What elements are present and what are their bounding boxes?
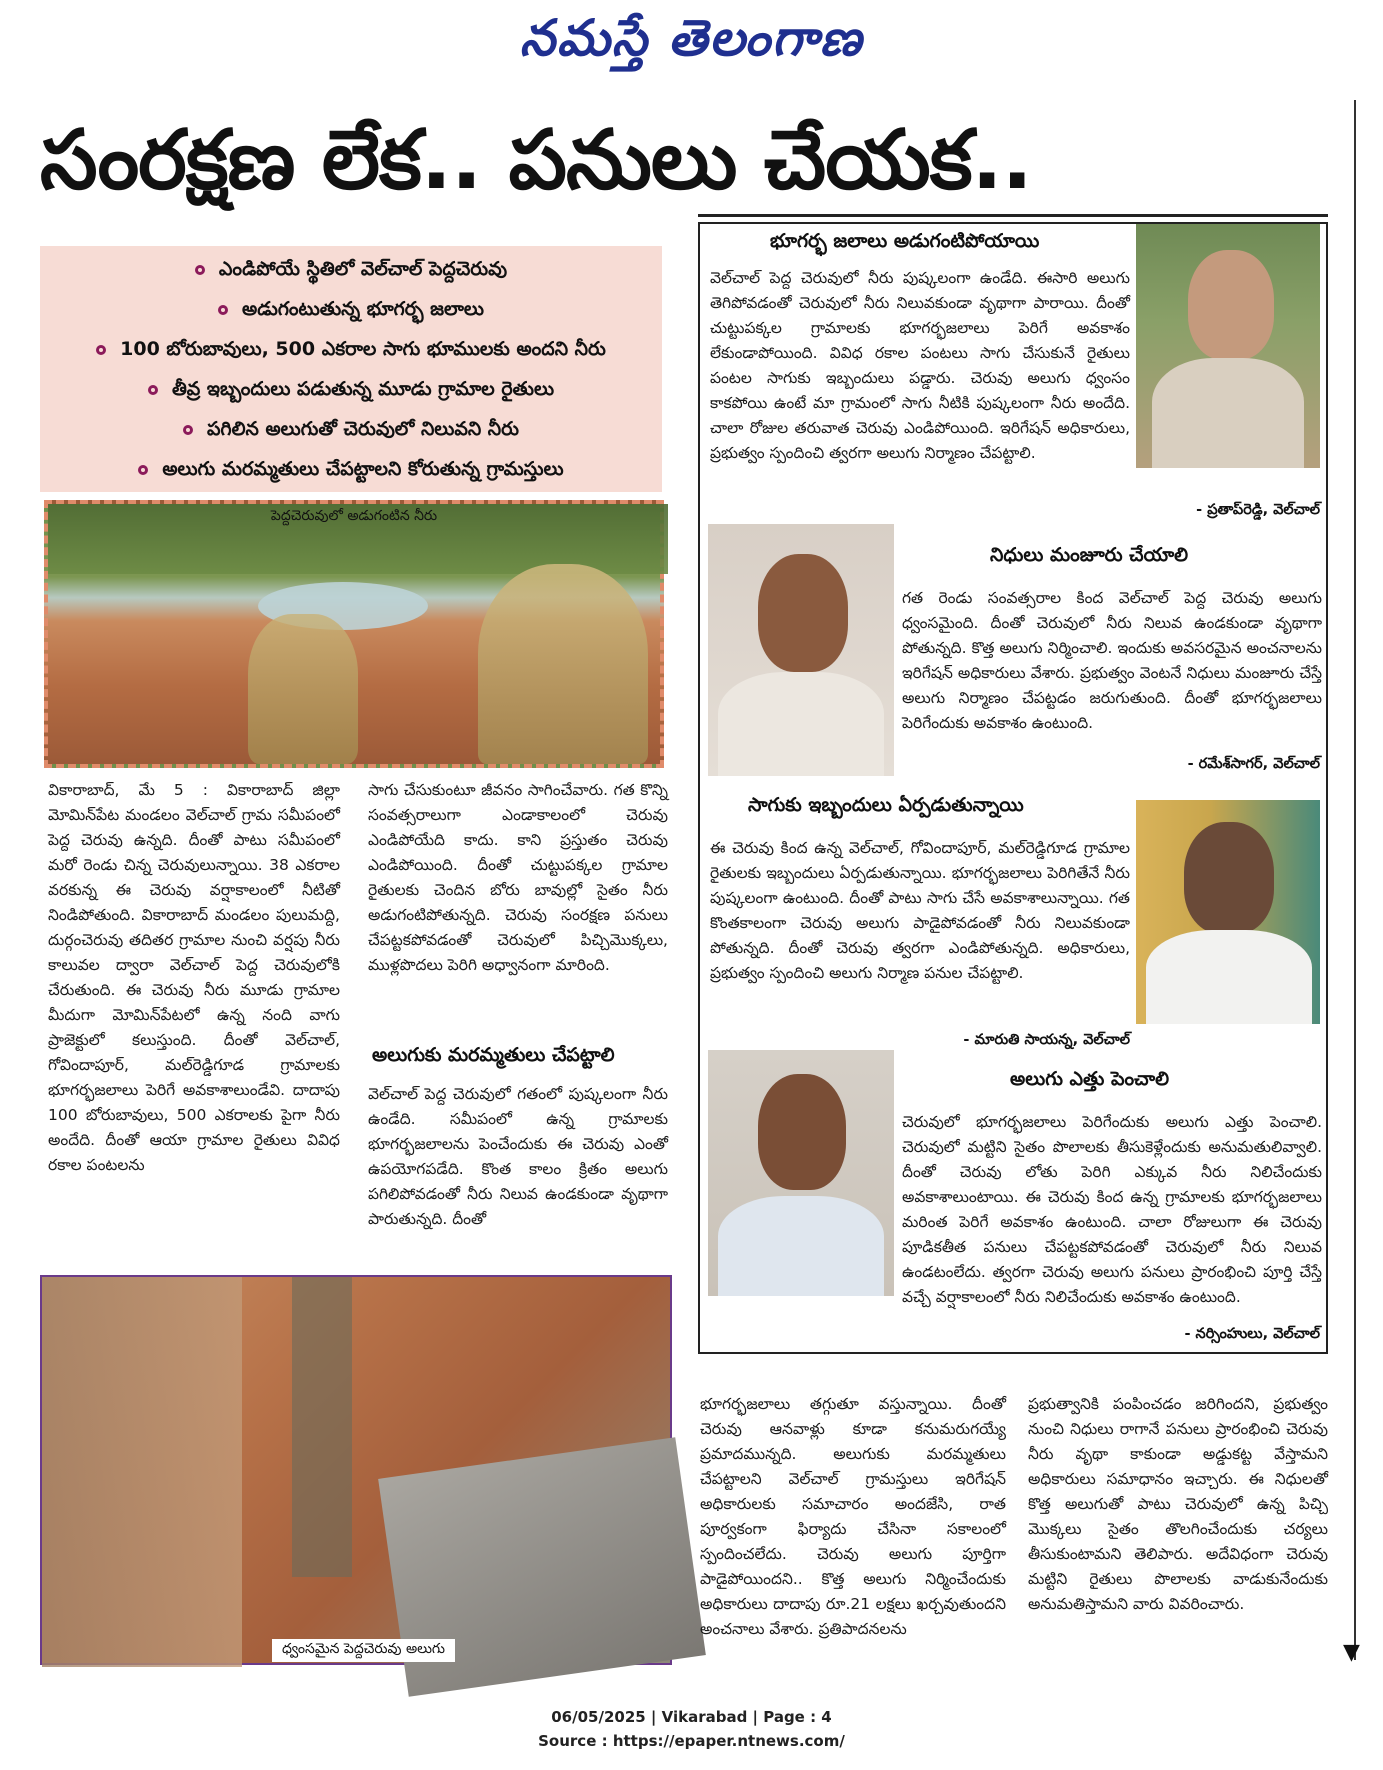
down-arrow-icon: ▼ [1343, 1640, 1360, 1665]
photo-grass [248, 614, 358, 764]
quote-heading-2: నిధులు మంజూరు చేయాలి [990, 544, 1189, 566]
photo-caption: పెద్దచెరువులో అడుగంటిన నీరు [270, 508, 438, 524]
quote-text-1: వెల్‌చాల్ పెద్ద చెరువులో నీరు పుష్కలంగా ఉండేది. ఈసారి అలుగు తెగిపోవడంతో చెరువులో నీరు నిలువకుండా వృథాగా పారాయి. దీంతో చుట్టుపక్కల గ్రామాలకు భూగర్భజలాలు పెరిగే అవకాశం లేకుండాపోయింది. వివిధ రకాల పంటలు సాగు చేసుకునే రైతులు పంటల సాగుకు ఇబ్బందులు పడ్డారు. చెరువు అలుగు ధ్వంసం కాకపోయి ఉంటే మా గ్రామంలో సాగు నీటికి పుష్కలంగా నీరు అందేది. చాలా రోజుల తరువాత చెరువు ఎండిపోయింది. ఇరిగేషన్ అధికారులు, ప్రభుత్వం స్పందించి త్వరగా అలుగు నిర్మాణం చేపట్టాలి. [710, 269, 1130, 462]
column-divider [1354, 100, 1356, 1660]
masthead: నమస్తే తెలంగాణ [519, 8, 864, 67]
photo-crack [292, 1277, 352, 1577]
photo-grass [478, 564, 648, 764]
highlight-item: తీవ్ర ఇబ్బందులు పడుతున్న మూడు గ్రామాల రైతులు [40, 378, 662, 405]
headline: సంరక్షణ లేక.. పనులు చేయక.. [40, 113, 1032, 208]
bullet-icon [148, 385, 158, 395]
subheading-repair: అలుగుకు మరమ్మతులు చేపట్టాలి [372, 1044, 615, 1066]
portrait-maruti-sayanna [1136, 800, 1320, 1024]
damaged-weir-photo [40, 1275, 672, 1665]
footer-date-line: 06/05/2025 | Vikarabad | Page : 4 [551, 1708, 832, 1726]
article-column-2a: సాగు చేసుకుంటూ జీవనం సాగించేవారు. గత కొన్ని సంవత్సరాలుగా ఎండాకాలంలో చెరువు ఎండిపోయేది కాదు. కాని ప్రస్తుతం చెరువు ఎండిపోయింది. దీంతో చుట్టుపక్కల గ్రామాల రైతులకు చెందిన బోరు బావుల్లో సైతం నీరు అడుగంటిపోతున్నది. చెరువు సంరక్షణ పనులు చేపట్టకపోవడంతో చెరువులో పిచ్చిమొక్కలు, ముళ్లపొదలు పెరిగి అధ్వానంగా మారింది. [368, 781, 668, 974]
highlight-item: 100 బోరుబావులు, 500 ఎకరాల సాగు భూములకు అందని నీరు [40, 338, 662, 365]
quote-heading-4: అలుగు ఎత్తు పెంచాలి [1010, 1068, 1170, 1090]
quote-text-4a: చెరువులో భూగర్భజలాలు పెరిగేందుకు అలుగు ఎత్తు పెంచాలి. చెరువులో మట్టిని సైతం పొలాలకు తీసుకెళ్లేందుకు అనుమతులివ్వాలి. దీంతో చెరువు లోతు పెరిగి ఎక్కువ నీరు నిలిచేందుకు అవకాశాలుంటాయి. ఈ చెరువు కింద ఉన్న గ్రామాలకు భూగర్భజలాలు మరింత పెరిగే అవకాశం ఉంటుంది. చాలా రోజులుగా ఈ చెరువు పూడికతీత పనులు చేపట్టకపోవడంతో చెరువులో నీరు నిలువ ఉండటంలేదు. త్వరగా చెరువు అలుగు పనులు ప్రారంభించి పూర్తి చేస్తే వచ్చే వర్షాకాలంలో నీరు నిలిచేందుకు అవకాశం ఉంటుంది. [902, 1113, 1322, 1306]
highlight-item: ఎండిపోయే స్థితిలో వెల్‌చాల్ పెద్దచెరువు [40, 258, 662, 285]
highlights-box [40, 246, 662, 492]
bullet-icon [138, 465, 148, 475]
bullet-icon [183, 425, 193, 435]
bullet-icon [195, 265, 205, 275]
bullet-icon [96, 345, 106, 355]
quote-signature-3: - మారుతి సాయన్న, వెల్‌చాల్ [963, 1032, 1130, 1048]
article-column-3: భూగర్భజలాలు తగ్గుతూ వస్తున్నాయి. దీంతో చెరువు ఆనవాళ్లు కూడా కనుమరుగయ్యే ప్రమాదమున్నది. అలుగుకు మరమ్మతులు చేపట్టాలని వెల్‌చాల్ గ్రామస్తులు ఇరిగేషన్ అధికారులకు సమాచారం అందజేసి, రాత పూర్వకంగా ఫిర్యాదు చేసినా సకాలంలో స్పందించలేదు. చెరువు అలుగు పూర్తిగా పాడైపోయిందని.. కొత్త అలుగు నిర్మించేందుకు అధికారులు దాదాపు రూ.21 లక్షలు ఖర్చవుతుందని అంచనాలు వేశారు. ప్రతిపాదనలను [700, 1395, 1006, 1638]
box-top-rule [698, 214, 1328, 217]
quote-text-2: గత రెండు సంవత్సరాల కింద వెల్‌చాల్ పెద్ద చెరువు అలుగు ధ్వంసమైంది. దీంతో చెరువులో నీరు నిలువ ఉండకుండా వృథాగా పోతున్నది. కొత్త అలుగు నిర్మించాలి. ఇందుకు అవసరమైన అంచనాలను ఇరిగేషన్ అధికారులు వేశారు. ప్రభుత్వం వెంటనే నిధులు మంజూరు చేస్తే అలుగు నిర్మాణం చేపట్టడం జరుగుతుంది. దీంతో భూగర్భజలాలు పెరిగేందుకు అవకాశం ఉంటుంది. [902, 589, 1322, 732]
article-column-4: ప్రభుత్వానికి పంపించడం జరిగిందని, ప్రభుత్వం నుంచి నిధులు రాగానే పనులు ప్రారంభించి చెరువు నీరు వృథా కాకుండా అడ్డుకట్ట వేస్తామని అధికారులు సమాధానం ఇచ్చారు. ఈ నిధులతో కొత్త అలుగుతో పాటు చెరువులో ఉన్న పిచ్చి మొక్కలు సైతం తొలగించేందుకు చర్యలు తీసుకుంటామని తెలిపారు. అదేవిధంగా చెరువు మట్టిని రైతులు పొలాలకు వాడుకునేందుకు అనుమతిస్తామని వారు వివరించారు. [1028, 1395, 1328, 1613]
portrait-narsimhulu [708, 1050, 894, 1296]
bullet-icon [218, 305, 228, 315]
highlight-item: అలుగు మరమ్మతులు చేపట్టాలని కోరుతున్న గ్రామస్తులు [40, 458, 662, 485]
portrait-ramesh-sagar [708, 524, 894, 776]
highlight-item: పగిలిన అలుగుతో చెరువులో నిలువని నీరు [40, 418, 662, 445]
photo-caption: ధ్వంసమైన పెద్దచెరువు అలుగు [272, 1639, 455, 1662]
photo-rocks [42, 1277, 242, 1667]
article-column-2b: వెల్‌చాల్ పెద్ద చెరువులో గతంలో పుష్కలంగా నీరు ఉండేది. సమీపంలో ఉన్న గ్రామాలకు భూగర్భజలాలను పెంచేందుకు ఈ చెరువు ఎంతో ఉపయోగపడేది. కొంత కాలం క్రితం అలుగు పగిలిపోవడంతో నీరు నిలువ ఉండకుండా వృథాగా పారుతున్నది. దీంతో [368, 1085, 668, 1228]
lake-photo [44, 500, 664, 768]
quote-text-3: ఈ చెరువు కింద ఉన్న వెల్‌చాల్, గోవిందాపూర్, మల్‌రెడ్డిగూడ గ్రామాల రైతులకు ఇబ్బందులు ఏర్పడుతున్నాయి. భూగర్భజలాలు పెరిగితేనే నీరు పుష్కలంగా ఉంటుంది. దీంతో పాటు సాగు చేసే అవకాశాలున్నాయి. గత కొంతకాలంగా చెరువు అలుగు పాడైపోవడంతో నీరు నిలువకుండా పోతున్నది. దీంతో చెరువు త్వరగా ఎండిపోతున్నది. అధికారులు, ప్రభుత్వం స్పందించి అలుగు నిర్మాణ పనుల చేపట్టాలి. [710, 839, 1130, 982]
quote-signature-2: - రమేశ్‌సాగర్, వెల్‌చాల్ [1187, 756, 1320, 772]
highlight-item: అడుగంటుతున్న భూగర్భ జలాలు [40, 298, 662, 325]
adjacent-article-edge [1362, 100, 1382, 1660]
quote-signature-4: - నర్సింహులు, వెల్‌చాల్ [1184, 1326, 1320, 1342]
quote-signature-1: - ప్రతాప్‌రెడ్డి, వెల్‌చాల్ [1196, 502, 1320, 518]
article-column-1: వికారాబాద్, మే 5 : వికారాబాద్ జిల్లా మోమిన్‌పేట మండలం వెల్‌చాల్ గ్రామ సమీపంలో పెద్ద చెరువు ఉన్నది. దీంతో పాటు సమీపంలో మరో రెండు చిన్న చెరువులున్నాయి. 38 ఎకరాల వరకున్న ఈ చెరువు వర్షాకాలంలో నీటితో నిండిపోతుంది. వికారాబాద్ మండలం పులుమద్ది, దుర్గంచెరువు తదితర గ్రామాల నుంచి వర్షపు నీరు కాలువల ద్వారా వెల్‌చాల్ పెద్ద చెరువులోకి చేరుతుంది. ఈ చెరువు నీరు మూడు గ్రామాల మీదుగా మోమిన్‌పేటలో ఉన్న నంది వాగు ప్రాజెక్టులో కలుస్తుంది. దీంతో వెల్‌చాల్, గోవిందాపూర్, మల్‌రెడ్డిగూడ గ్రామాలకు భూగర్భజలాలు పెరిగే అవకాశాలుండేవి. దాదాపు 100 బోరుబావులు, 500 ఎకరాలకు పైగా నీరు అందేది. దీంతో ఆయా గ్రామాల రైతులు వివిధ రకాల పంటలను [48, 781, 340, 1174]
quote-heading-1: భూగర్భ జలాలు అడుగంటిపోయాయి [770, 230, 1040, 252]
quote-heading-3: సాగుకు ఇబ్బందులు ఏర్పడుతున్నాయి [748, 794, 1024, 816]
footer-source-link[interactable]: Source : https://epaper.ntnews.com/ [538, 1732, 845, 1750]
portrait-pratap-reddy [1136, 224, 1320, 468]
